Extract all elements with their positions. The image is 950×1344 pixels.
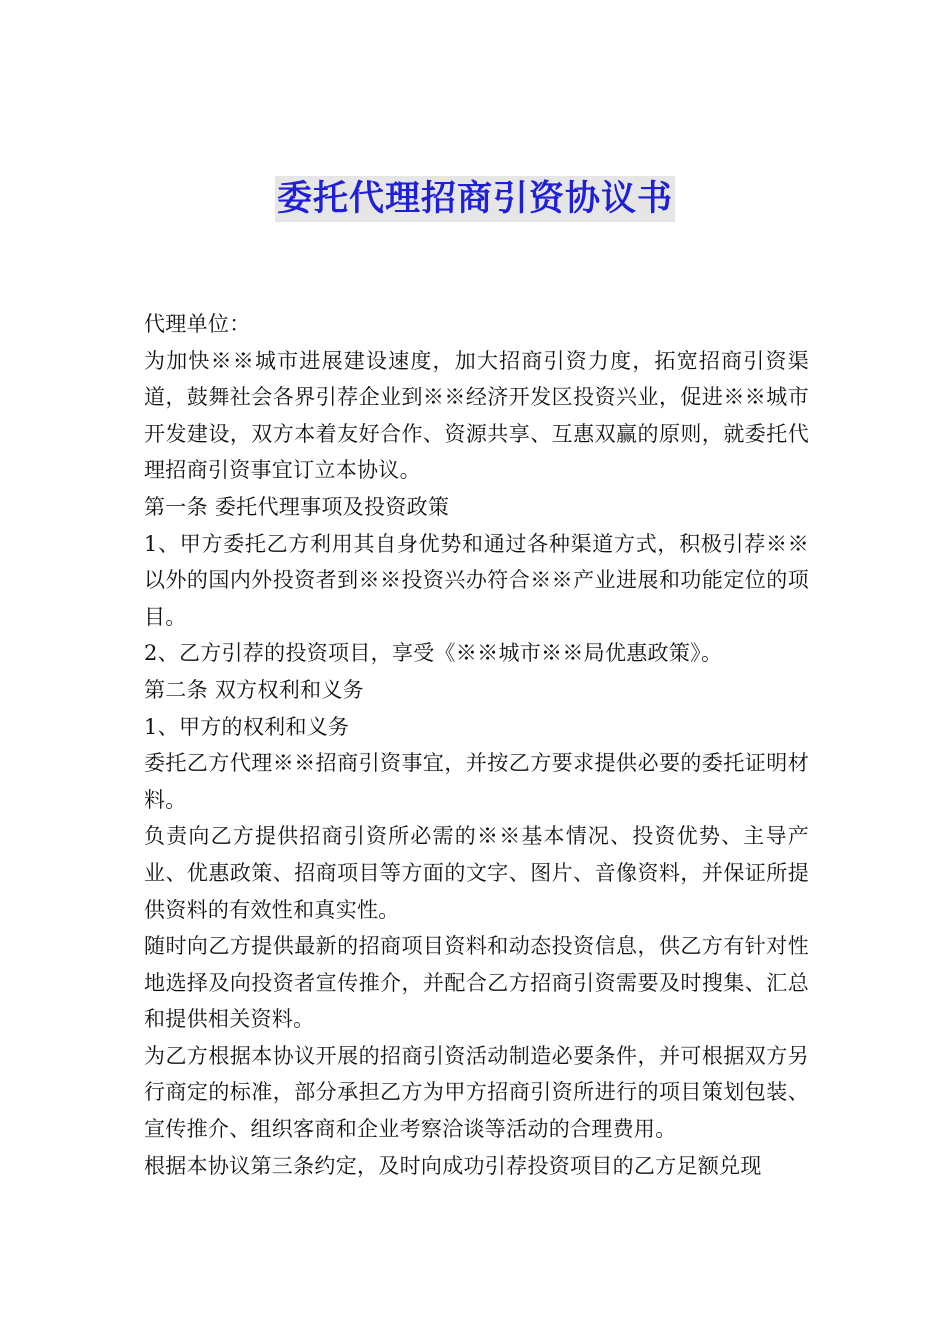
paragraph-agent-unit: 代理单位： [144, 312, 251, 336]
article-2-heading: 第二条 双方权利和义务 [144, 677, 364, 702]
article-1-item-1: 1、甲方委托乙方利用其自身优势和通过各种渠道方式，积极引荐※※以外的国内外投资者到※※投资兴办符合※※产业进展和功能定位的项目。 [144, 531, 809, 629]
document-body [144, 306, 809, 1184]
article-1-item-2: 2、乙方引荐的投资项目，享受《※※城市※※局优惠政策》。 [144, 641, 723, 666]
paragraph-preamble: 为加快※※城市进展建设速度，加大招商引资力度，拓宽招商引资渠道，鼓舞社会各界引荐企业到※※经济开发区投资兴业，促进※※城市开发建设，双方本着友好合作、资源共享、互惠双赢的原则，就委托代理招商引资事宜订立本协议。 [144, 348, 809, 483]
article-2-clause-5: 根据本协议第三条约定，及时向成功引荐投资项目的乙方足额兑现 [144, 1153, 762, 1178]
article-2-subheading-1: 1、甲方的权利和义务 [144, 714, 350, 739]
document-title: 委托代理招商引资协议书 [275, 176, 675, 222]
article-2-clause-3: 随时向乙方提供最新的招商项目资料和动态投资信息，供乙方有针对性地选择及向投资者宣传推介，并配合乙方招商引资需要及时搜集、汇总和提供相关资料。 [144, 934, 809, 1032]
article-2-clause-1: 委托乙方代理※※招商引资事宜，并按乙方要求提供必要的委托证明材料。 [144, 751, 809, 812]
title-container [0, 176, 950, 222]
article-2-clause-2: 负责向乙方提供招商引资所必需的※※基本情况、投资优势、主导产业、优惠政策、招商项目等方面的文字、图片、音像资料，并保证所提供资料的有效性和真实性。 [144, 824, 809, 922]
article-2-clause-4: 为乙方根据本协议开展的招商引资活动制造必要条件，并可根据双方另行商定的标准，部分承担乙方为甲方招商引资所进行的项目策划包装、宣传推介、组织客商和企业考察洽谈等活动的合理费用。 [144, 1043, 809, 1142]
article-1-heading: 第一条 委托代理事项及投资政策 [144, 494, 450, 519]
